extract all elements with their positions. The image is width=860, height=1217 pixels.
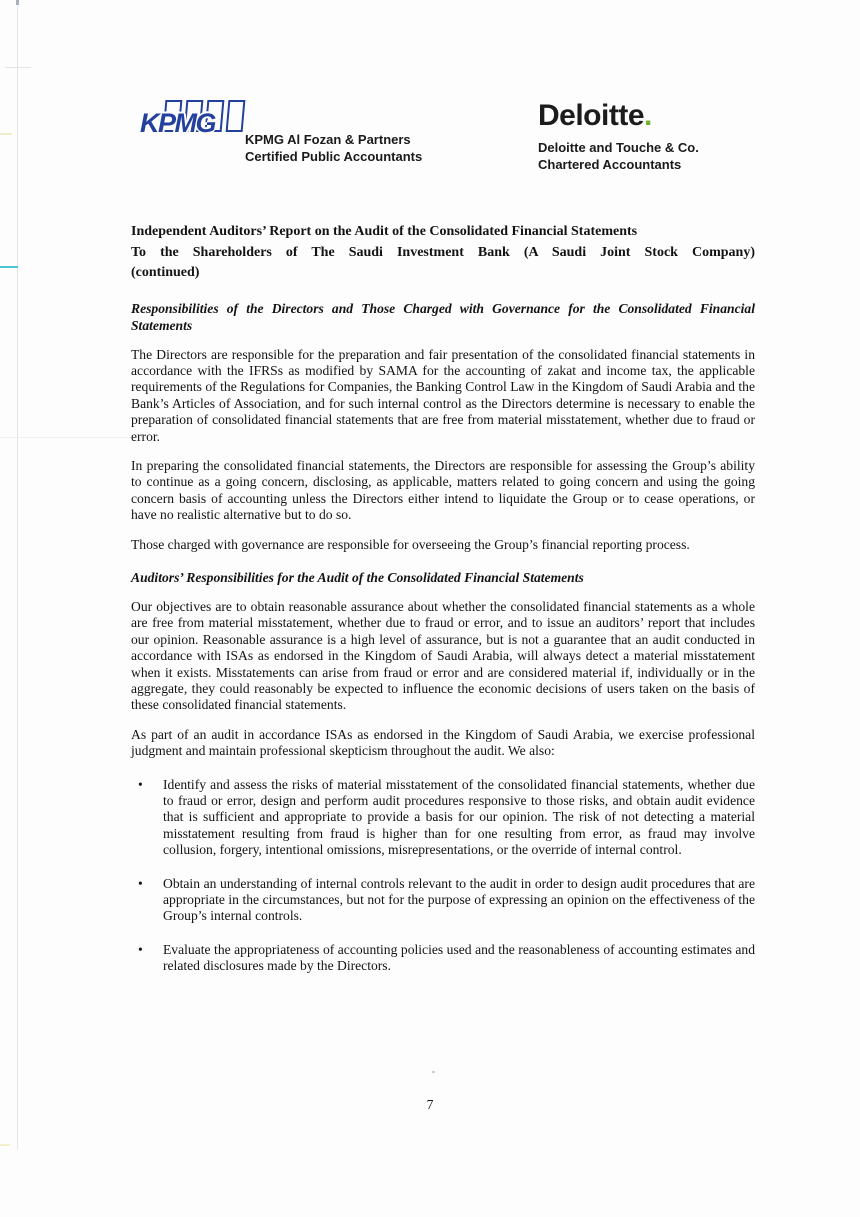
scan-artifact-yellow-dash-2	[0, 1144, 10, 1146]
kpmg-rect-icon	[226, 100, 246, 132]
bullet-text: Obtain an understanding of internal controls relevant to the audit in order to design audit procedures that are appropriate in the circumstances, but not for the purpose of expressing an opinion on the effectiveness of the Group’s internal controls.	[163, 875, 755, 924]
deloitte-firm-details	[538, 139, 699, 173]
bullet-icon: •	[138, 875, 143, 891]
page-number: 7	[426, 1097, 434, 1112]
paragraph: Those charged with governance are responsible for overseeing the Group’s financial reporting process.	[131, 536, 690, 552]
scan-artifact-vertical-line	[17, 0, 18, 1150]
bullet-text: Evaluate the appropriateness of accounting policies used and the reasonableness of accounting estimates and related disclosures made by the Directors.	[163, 941, 755, 974]
list-item	[131, 942, 755, 975]
report-title	[131, 222, 755, 284]
report-title-line1: Independent Auditors’ Report on the Audit of the Consolidated Financial Statements	[131, 224, 638, 239]
deloitte-firm-subtitle: Chartered Accountants	[538, 157, 682, 172]
scan-artifact-light-streak	[0, 437, 131, 438]
scan-artifact-dot	[432, 1071, 435, 1073]
paragraph: In preparing the consolidated financial statements, the Directors are responsible for assessing the Group’s ability to continue as a going concern, disclosing, as applicable, matters related to going concern and using the going concern basis of accounting unless the Directors either intend to liquidate the Group or to cease operations, or have no realistic alternative but to do so.	[131, 457, 755, 523]
scan-artifact-yellow-dash	[0, 133, 12, 135]
scan-artifact-cyan-dash	[0, 266, 18, 268]
paragraph: Our objectives are to obtain reasonable assurance about whether the consolidated financial statements as a whole are free from material misstatement, whether due to fraud or error, and to issue an auditors’ report that includes our opinion. Reasonable assurance is a high level of assurance, but is not a guarantee that an audit conducted in accordance with ISAs as endorsed in the Kingdom of Saudi Arabia, will always detect a material misstatement when it exists. Misstatements can arise from fraud or error and are considered material if, individually or in the aggregate, they could reasonably be expected to influence the economic decisions of users taken on the basis of these consolidated financial statements.	[131, 598, 755, 713]
report-body	[131, 222, 755, 975]
kpmg-firm-details	[245, 132, 422, 165]
paragraph: As part of an audit in accordance ISAs as endorsed in the Kingdom of Saudi Arabia, we exercise professional judgment and maintain professional skepticism throughout the audit. We also:	[131, 726, 755, 759]
scan-artifact-top-tick	[16, 0, 19, 5]
kpmg-firm-name: KPMG Al Fozan & Partners	[245, 132, 411, 147]
list-item	[131, 876, 755, 925]
bullet-icon: •	[138, 941, 143, 957]
section-heading-auditors-responsibilities: Auditors’ Responsibilities for the Audit of the Consolidated Financial Statements	[131, 569, 584, 585]
deloitte-wordmark: Deloitte	[538, 99, 645, 132]
deloitte-letterhead	[538, 101, 699, 173]
deloitte-logo	[538, 101, 699, 131]
report-title-line2: To the Shareholders of The Saudi Investment Bank (A Saudi Joint Stock Company)	[131, 244, 755, 260]
scan-artifact-gray-dash	[5, 67, 31, 68]
bullet-text: Identify and assess the risks of material misstatement of the consolidated financial statements, whether due to fraud or error, design and perform audit procedures responsive to those risks, and obtain audit evidence that is sufficient and appropriate to provide a basis for our opinion. The risk of not detecting a material misstatement resulting from fraud is higher than for one resulting from error, as fraud may involve collusion, forgery, intentional omissions, misrepresentations, or the override of internal control.	[163, 776, 755, 858]
deloitte-green-dot-icon: .	[644, 99, 652, 132]
kpmg-letterhead	[140, 98, 245, 146]
paragraph: The Directors are responsible for the preparation and fair presentation of the consolidated financial statements in accordance with the IFRSs as modified by SAMA for the accounting of zakat and income tax, the applicable requirements of the Regulations for Companies, the Banking Control Law in the Kingdom of Saudi Arabia and the Bank’s Articles of Association, and for such internal control as the Directors determine is necessary to enable the preparation of consolidated financial statements that are free from material misstatement, whether due to fraud or error.	[131, 346, 755, 444]
bullet-icon: •	[138, 776, 143, 792]
kpmg-wordmark: KPMG	[140, 108, 215, 138]
kpmg-firm-subtitle: Certified Public Accountants	[245, 148, 423, 164]
bullet-list	[131, 777, 755, 975]
list-item	[131, 777, 755, 859]
report-title-line3: (continued)	[131, 265, 200, 280]
section-heading-directors-responsibilities: Responsibilities of the Directors and Those Charged with Governance for the Consolidated Financial Statements	[131, 300, 755, 333]
deloitte-firm-name: Deloitte and Touche & Co.	[538, 140, 699, 155]
kpmg-logo	[140, 98, 245, 146]
